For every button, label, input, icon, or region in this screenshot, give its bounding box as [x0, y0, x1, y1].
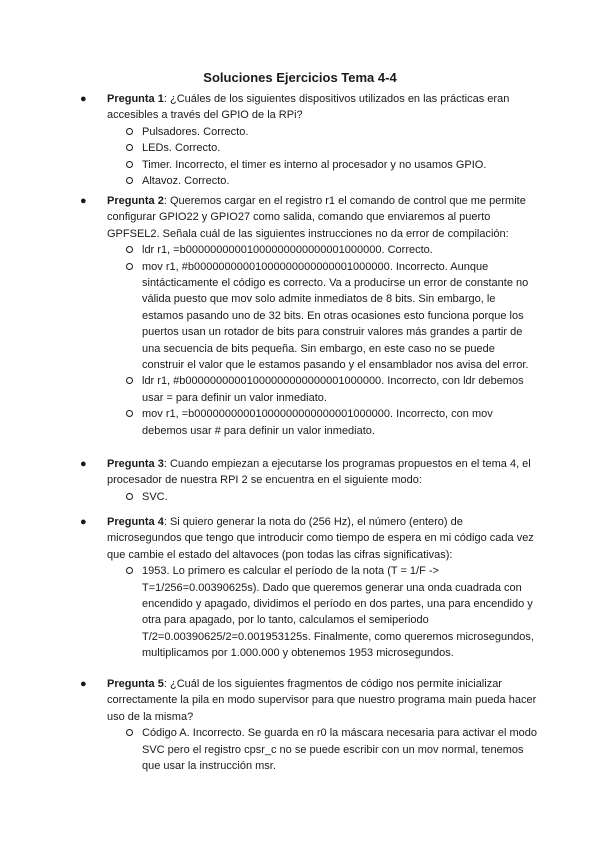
list-item: Código A. Incorrecto. Se guarda en r0 la máscara necesaria para activar el modo SVC pero el registro cpsr_c no se puede escribir con un mov normal, tenemos que usar la instrucción msr. [142, 725, 540, 774]
circle-bullet-icon [126, 128, 133, 135]
circle-bullet-icon [126, 567, 133, 574]
question-3-text [107, 456, 540, 489]
question-2-text [107, 193, 540, 242]
list-item: ldr r1, #b00000000001000000000000001000000. Incorrecto, con ldr debemos usar = para definir un valor inmediato. [142, 373, 540, 406]
list-item: mov r1, =b00000000001000000000000001000000. Incorrecto, con mov debemos usar # para definir un valor inmediato. [142, 406, 540, 439]
question-5 [80, 676, 540, 774]
question-2 [80, 193, 540, 439]
answer-list [142, 124, 540, 190]
bullet: ● [80, 195, 87, 207]
circle-bullet-icon [126, 161, 133, 168]
bullet: ● [80, 678, 87, 690]
question-5-text [107, 676, 540, 725]
question-body: : ¿Cuáles de los siguientes dispositivos utilizados en las prácticas eran accesibles a través del GPIO de la RPi? [107, 93, 510, 122]
answer-list [142, 489, 540, 505]
answer-list [142, 725, 540, 774]
question-label: Pregunta 5 [107, 678, 164, 690]
bullet: ● [80, 516, 87, 528]
question-label: Pregunta 2 [107, 195, 164, 207]
circle-bullet-icon [126, 729, 133, 736]
list-item: Pulsadores. Correcto. [142, 124, 540, 140]
question-label: Pregunta 1 [107, 93, 164, 105]
page-title: Soluciones Ejercicios Tema 4-4 [203, 70, 397, 85]
circle-bullet-icon [126, 263, 133, 270]
question-body: : Cuando empiezan a ejecutarse los programas propuestos en el tema 4, el procesador de nuestra RPI 2 se encuentra en el siguiente modo: [107, 458, 531, 487]
answer-list [142, 242, 540, 439]
answer-list [142, 563, 540, 661]
question-body: : Queremos cargar en el registro r1 el comando de control que me permite configurar GPIO22 y GPIO27 como salida, comando que enviaremos al puerto GPFSEL2. Señala cuál de las siguientes instrucciones no da error de compilación: [107, 195, 526, 240]
list-item: LEDs. Correcto. [142, 140, 540, 156]
question-1 [80, 91, 540, 189]
question-1-text [107, 91, 540, 124]
bullet: ● [80, 458, 87, 470]
circle-bullet-icon [126, 177, 133, 184]
question-body: : ¿Cuál de los siguientes fragmentos de código nos permite inicializar correctamente la pila en modo supervisor para que nuestro programa main pueda hacer uso de la misma? [107, 678, 537, 723]
list-item: ldr r1, =b00000000001000000000000001000000. Correcto. [142, 242, 540, 258]
bullet: ● [80, 93, 87, 105]
question-label: Pregunta 4 [107, 516, 164, 528]
list-item: Timer. Incorrecto, el timer es interno al procesador y no usamos GPIO. [142, 157, 540, 173]
question-body: : Si quiero generar la nota do (256 Hz), el número (entero) de microsegundos que tengo que introducir como tiempo de espera en mi código cada vez que cambie el estado del altavoces (pon todas las cifras significativas): [107, 516, 534, 561]
question-label: Pregunta 3 [107, 458, 164, 470]
circle-bullet-icon [126, 144, 133, 151]
list-item: 1953. Lo primero es calcular el período de la nota (T = 1/F -> T=1/256=0.00390625s). Dado que queremos generar una onda cuadrada con encendido y apagado, dividimos el período en dos partes, una para encendido y otra para apagado, por lo tanto, calculamos el semiperiodo T/2=0.00390625/2=0.001953125s. Finalmente, como queremos microsegundos, multiplicamos por 1.000.000 y obtenemos 1953 microsegundos. [142, 563, 540, 661]
list-item: mov r1, #b00000000001000000000000001000000. Incorrecto. Aunque sintácticamente el código es correcto. Va a producirse un error de constante no válida puesto que mov solo admite inmediatos de 8 bits. Sin embargo, le estamos pasando uno de 32 bits. En otras ocasiones esto funciona porque los puertos usan un rotador de bits para construir valores más grandes a partir de una secuencia de bits pequeña. Sin embargo, en este caso no se puede construir el valor que le estamos pasando y el ensamblador nos avisa del error. [142, 259, 540, 374]
question-4 [80, 514, 540, 662]
circle-bullet-icon [126, 410, 133, 417]
question-4-text [107, 514, 540, 563]
question-3 [80, 456, 540, 505]
list-item: SVC. [142, 489, 540, 505]
circle-bullet-icon [126, 493, 133, 500]
circle-bullet-icon [126, 377, 133, 384]
list-item: Altavoz. Correcto. [142, 173, 540, 189]
circle-bullet-icon [126, 246, 133, 253]
